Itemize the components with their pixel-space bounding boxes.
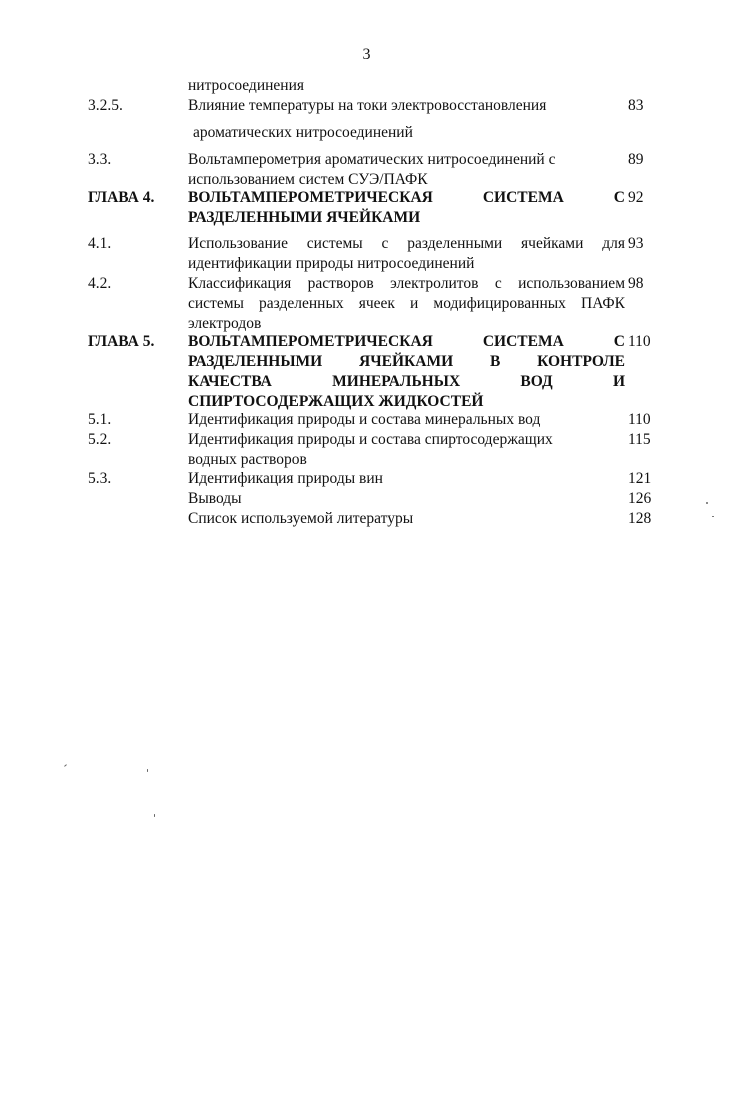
toc-title-line: Идентификация природы и состава спиртосодержащих [188,431,553,448]
toc-title-line: нитросоединения [188,77,305,94]
toc-entry-title [188,509,625,529]
toc-title-line: ВОЛЬТАМПЕРОМЕТРИЧЕСКАЯ СИСТЕМА С [188,189,625,206]
toc-entry-page: 121 [628,470,652,487]
scan-speck [706,502,708,504]
toc-entry-title [188,332,625,412]
toc-title-line: Идентификация природы вин [188,470,383,487]
toc-title-line: Выводы [188,490,242,507]
toc-entry-title [193,123,630,143]
toc-title-line: использованием систем СУЭ/ПАФК [188,171,428,188]
toc-entry-page: 126 [628,490,652,507]
toc-entry-number: 5.1. [88,411,112,428]
scan-speck [154,814,155,817]
toc-title-line: СПИРТОСОДЕРЖАЩИХ ЖИДКОСТЕЙ [188,393,484,410]
toc-entry-title [188,234,625,274]
toc-entry-title [188,150,625,190]
toc-entry-number: ГЛАВА 5. [88,333,155,350]
toc-entry-number: 3.2.5. [88,97,123,114]
toc-entry-page: 89 [628,151,644,168]
toc-title-line: ароматических нитросоединений [193,124,413,141]
toc-title-line: электродов [188,315,262,332]
toc-title-line: РАЗДЕЛЕННЫМИ ЯЧЕЙКАМИ В КОНТРОЛЕ [188,353,625,370]
toc-title-line: РАЗДЕЛЕННЫМИ ЯЧЕЙКАМИ [188,209,421,226]
toc-entry-number: 5.3. [88,470,112,487]
toc-entry-title [188,274,625,334]
toc-entry-page: 115 [628,431,651,448]
toc-entry-page: 98 [628,275,644,292]
toc-entry-title [188,188,625,228]
toc-entry-title [188,469,625,489]
toc-entry-title [188,96,625,116]
toc-title-line: Влияние температуры на токи электровосстановления [188,97,547,114]
toc-title-line: Список используемой литературы [188,510,414,527]
toc-entry-title [188,430,625,470]
toc-title-line: Идентификация природы и состава минеральных вод [188,411,541,428]
toc-entry-title [188,489,625,509]
toc-entry-number: ГЛАВА 4. [88,189,155,206]
toc-entry-page: 93 [628,235,644,252]
scan-speck [147,769,148,772]
toc-title-line: КАЧЕСТВА МИНЕРАЛЬНЫХ ВОД И [188,373,625,390]
toc-entry-title [188,76,625,96]
toc-title-line: Использование системы с разделенными ячейками для [188,235,625,252]
toc-entry-number: 3.3. [88,151,112,168]
toc-entry-number: 5.2. [88,431,112,448]
page-number: 3 [362,46,371,63]
toc-title-line: водных растворов [188,451,307,468]
toc-entry-number: 4.2. [88,275,112,292]
toc-entry-page: 110 [628,411,651,428]
toc-title-line: Классификация растворов электролитов с использованием [188,275,625,292]
toc-title-line: ВОЛЬТАМПЕРОМЕТРИЧЕСКАЯ СИСТЕМА С [188,333,625,350]
toc-title-line: Вольтамперометрия ароматических нитросоединений с [188,151,556,168]
scan-speck [712,516,714,517]
toc-entry-number: 4.1. [88,235,112,252]
toc-entry-page: 83 [628,97,644,114]
toc-title-line: системы разделенных ячеек и модифицированных ПАФК [188,295,625,312]
toc-entry-title [188,410,625,430]
toc-entry-page: 92 [628,189,644,206]
toc-entry-page: 110 [628,333,651,350]
toc-entry-page: 128 [628,510,652,527]
toc-title-line: идентификации природы нитросоединений [188,255,475,272]
